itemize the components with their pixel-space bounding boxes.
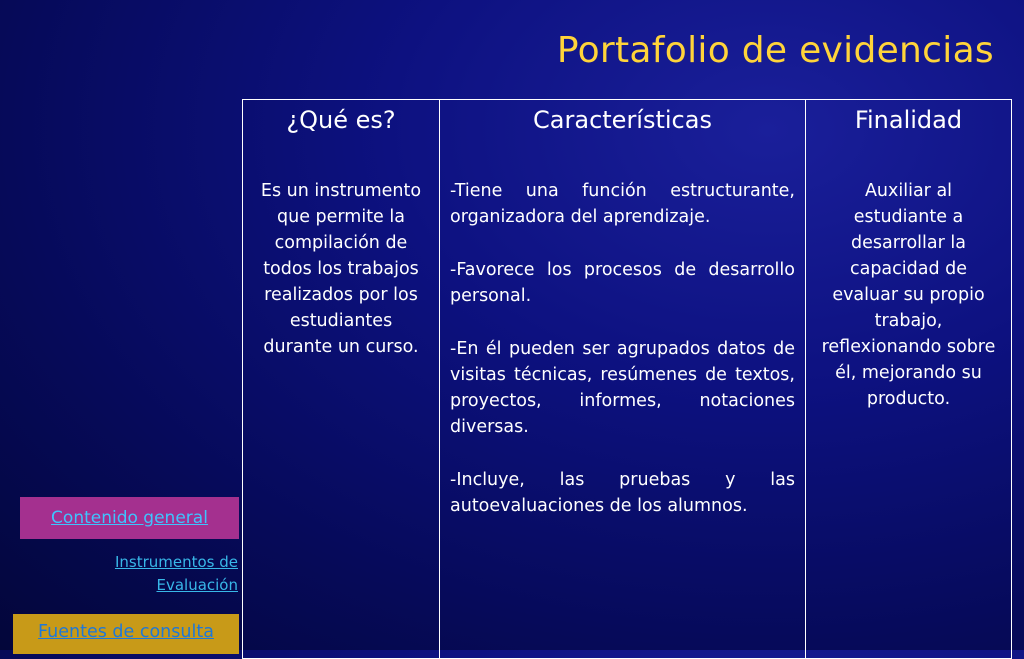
que-es-text: Es un instrumento que permite la compilación de todos los trabajos realizados por los estudiantes durante un curso. — [260, 181, 422, 357]
portfolio-table — [242, 99, 1012, 659]
instrumentos-evaluacion-link[interactable]: Instrumentos de Evaluación — [114, 553, 238, 594]
column-heading-caracteristicas: Características — [533, 106, 712, 134]
table-row — [243, 100, 1012, 659]
caracteristica-item: -Incluye, las pruebas y las autoevaluaciones de los alumnos. — [450, 470, 795, 516]
finalidad-text: Auxiliar al estudiante a desarrollar la capacidad de evaluar su propio trabajo, reflexionando sobre él, mejorando su producto. — [821, 181, 996, 409]
caracteristica-item: -Favorece los procesos de desarrollo personal. — [450, 260, 795, 306]
column-heading-que-es: ¿Qué es? — [286, 106, 396, 134]
column-finalidad — [806, 100, 1012, 659]
contenido-general-link[interactable]: Contenido general — [20, 497, 239, 539]
page-title: Portafolio de evidencias — [556, 30, 994, 71]
caracteristica-item: -Tiene una función estructurante, organizadora del aprendizaje. — [450, 181, 795, 227]
caracteristica-item: -En él pueden ser agrupados datos de visitas técnicas, resúmenes de textos, proyectos, informes, notaciones diversas. — [450, 339, 795, 437]
column-caracteristicas — [440, 100, 806, 659]
caracteristicas-list — [450, 178, 795, 519]
column-que-es — [243, 100, 440, 659]
column-heading-finalidad: Finalidad — [854, 106, 963, 134]
fuentes-consulta-link[interactable]: Fuentes de consulta — [13, 614, 239, 654]
